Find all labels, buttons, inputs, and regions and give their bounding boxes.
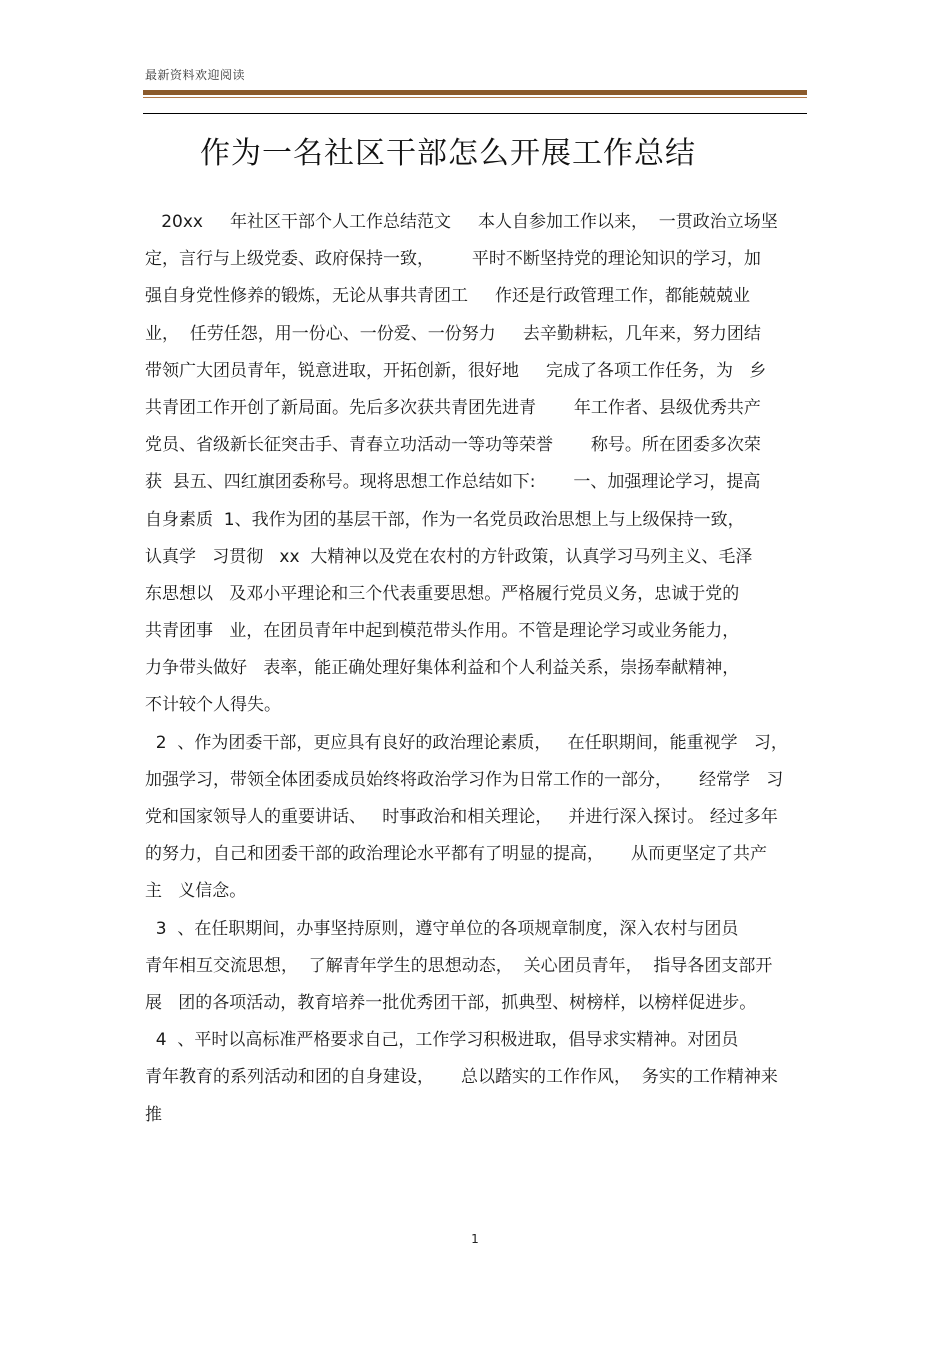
body-line: 展 团的各项活动，教育培养一批优秀团干部，抓典型、树榜样，以榜样促进步。 — [145, 992, 757, 1013]
body-line: 推 — [145, 1104, 162, 1125]
body-line: 党和国家领导人的重要讲话、 时事政治和相关理论， 并进行深入探讨。 经过多年 — [145, 807, 778, 827]
body-line: 党员、省级新长征突击手、青春立功活动一等功等荣誉 称号。所在团委多次荣 — [145, 435, 761, 456]
body-line: 业， 任劳任怨，用一份心、一份爱、一份努力 去辛勤耕耘，几年来，努力团结 — [145, 323, 761, 344]
body-line: 定，言行与上级党委、政府保持一致， 平时不断坚持党的理论知识的学习，加 — [145, 249, 761, 270]
body-line: 带领广大团员青年，锐意进取，开拓创新，很好地 完成了各项工作任务，为 乡 — [145, 360, 767, 381]
body-line: 4 、平时以高标准严格要求自己，工作学习积极进取，倡导求实精神。对团员 — [145, 1030, 739, 1051]
header-label: 最新资料欢迎阅读 — [145, 68, 246, 82]
body-line: 3 、在任职期间，办事坚持原则，遵守单位的各项规章制度，深入农村与团员 — [145, 918, 739, 939]
body-line: 不计较个人得失。 — [145, 695, 281, 716]
body-line: 加强学习，带领全体团委成员始终将政治学习作为日常工作的一部分， 经常学 习 — [145, 769, 784, 790]
page-number: 1 — [471, 1232, 479, 1246]
body-line: 获 县五、四红旗团委称号。现将思想工作总结如下: 一、加强理论学习，提高 — [145, 472, 761, 493]
body-line: 东思想以 及邓小平理论和三个代表重要思想。严格履行党员义务，忠诚于党的 — [145, 583, 740, 604]
body-line: 青年相互交流思想， 了解青年学生的思想动态， 关心团员青年， 指导各团支部开 — [145, 955, 773, 976]
body-line: 20xx 年社区干部个人工作总结范文 本人自参加工作以来， 一贯政治立场坚 — [145, 212, 778, 232]
body-line: 主 义信念。 — [145, 881, 247, 902]
body-line: 自身素质 1、我作为团的基层干部，作为一名党员政治思想上与上级保持一致， — [145, 509, 745, 530]
body-line: 共青团工作开创了新局面。先后多次获共青团先进青 年工作者、县级优秀共产 — [145, 397, 761, 418]
body-line: 2 、作为团委干部，更应具有良好的政治理论素质， 在任职期间，能重视学 习， — [145, 732, 788, 753]
body-line: 的努力，自己和团委干部的政治理论水平都有了明显的提高， 从而更坚定了共产 — [145, 844, 768, 865]
document-body — [145, 204, 807, 1134]
body-line: 青年教育的系列活动和团的自身建设， 总以踏实的工作作风， 务实的工作精神来 — [145, 1067, 778, 1088]
document-title: 作为一名社区干部怎么开展工作总结 — [200, 136, 696, 171]
body-line: 强自身党性修养的锻炼，无论从事共青团工 作还是行政管理工作，都能兢兢业 — [145, 286, 751, 307]
header-rule-thick — [143, 90, 807, 95]
body-line: 力争带头做好 表率，能正确处理好集体利益和个人利益关系，崇扬奉献精神， — [145, 658, 740, 679]
header-rule-thin — [143, 113, 807, 114]
body-line: 共青团事 业，在团员青年中起到模范带头作用。不管是理论学习或业务能力， — [145, 621, 740, 642]
body-line: 认真学 习贯彻 xx 大精神以及党在农村的方针政策，认真学习马列主义、毛泽 — [145, 546, 753, 567]
header-rule-accent — [143, 97, 807, 98]
